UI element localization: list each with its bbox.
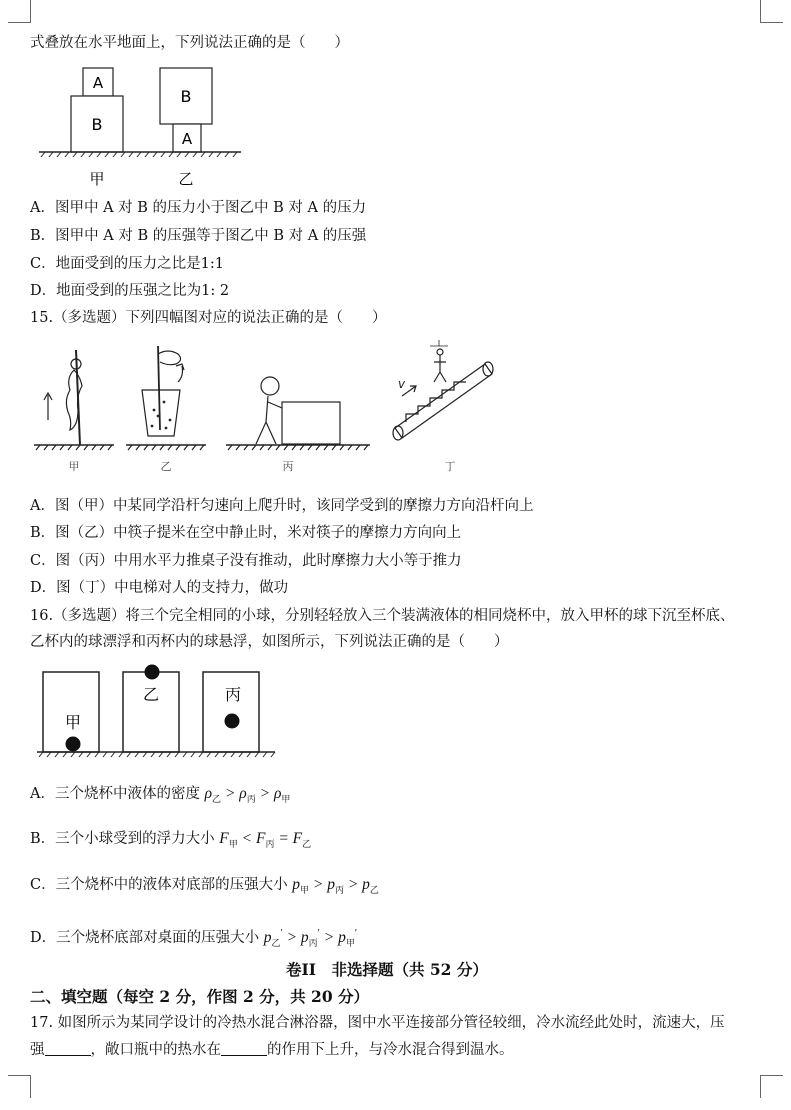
q14-option-c: C．地面受到的压力之比是1:1 xyxy=(30,256,224,272)
q16-b-formula: $F_甲 < F_丙 = F_乙$ xyxy=(219,830,312,850)
q14-block-a-top: A xyxy=(92,74,104,92)
fill-blank-section-heading: 二、填空题（每空 2 分，作图 2 分，共 20 分） xyxy=(30,987,370,1006)
q15-fig-ding xyxy=(393,340,493,440)
q14-option-b: B．图甲中 A 对 B 的压强等于图乙中 B 对 A 的压强 xyxy=(30,228,367,244)
q15-label-bing: 丙 xyxy=(282,460,294,473)
q16-beaker-yi xyxy=(123,672,179,752)
q14-fig-jia xyxy=(71,68,123,152)
q14-block-a-bottom: A xyxy=(181,130,193,148)
q16-option-b: B．三个小球受到的浮力大小 $F_甲 < F_丙 = F_乙$ xyxy=(30,830,312,850)
q15-option-a: A．图（甲）中某同学沿杆匀速向上爬升时，该同学受到的摩擦力方向沿杆向上 xyxy=(30,498,534,514)
q15-fig-yi xyxy=(126,346,206,450)
q16-label-yi: 乙 xyxy=(142,685,160,704)
q15-fig-bing xyxy=(226,377,370,450)
q16-option-a: A．三个烧杯中液体的密度 $\rho_乙 > \rho_丙 > \rho_甲$ xyxy=(30,785,291,805)
q15-label-yi: 乙 xyxy=(160,460,172,473)
q15-option-d: D．图（丁）中电梯对人的支持力，做功 xyxy=(30,580,289,596)
q15-label-jia: 甲 xyxy=(68,460,80,473)
q14-label-yi: 乙 xyxy=(178,170,194,188)
q16-c-formula: $p_甲 > p_丙 > p_乙$ xyxy=(292,876,379,896)
q16-table xyxy=(37,752,275,757)
q16-option-d: D．三个烧杯底部对桌面的压强大小 $p_乙' > p_丙' > p_甲'$ xyxy=(30,928,358,949)
q16-ball-bing xyxy=(225,714,240,729)
q17-line1: 17. 如图所示为某同学设计的冷热水混合淋浴器，图中水平连接部分管径较细，冷水流经此处时，流速大，压 xyxy=(30,1015,725,1031)
q16-label-jia: 甲 xyxy=(64,713,82,732)
q16-stem-line2: 乙杯内的球漂浮和丙杯内的球悬浮，如图所示，下列说法正确的是（ ） xyxy=(30,634,509,650)
q17-blank-2[interactable] xyxy=(221,1041,267,1056)
q15-figure xyxy=(30,340,510,480)
q14-block-b-top: B xyxy=(180,87,192,106)
crop-mark-top-left xyxy=(8,0,31,23)
q16-a-formula: $\rho_乙 > \rho_丙 > \rho_甲$ xyxy=(204,785,291,805)
crop-mark-bottom-left xyxy=(8,1075,31,1098)
q14-option-d: D．地面受到的压强之比为1: 2 xyxy=(30,283,230,299)
q15-option-b: B．图（乙）中筷子提米在空中静止时，米对筷子的摩擦力方向向上 xyxy=(30,525,462,541)
q17-line2: 强 ，敞口瓶中的热水在 的作用下上升，与冷水混合得到温水。 xyxy=(30,1042,514,1058)
q15-label-ding: 丁 xyxy=(444,460,456,473)
q14-label-jia: 甲 xyxy=(89,170,105,188)
volume-heading: 卷II 非选择题（共 52 分） xyxy=(286,960,488,979)
q15-stem: 15.（多选题）下列四幅图对应的说法正确的是（ ） xyxy=(30,310,387,326)
q16-label-bing: 丙 xyxy=(224,685,242,704)
q16-figure xyxy=(35,660,285,765)
q16-stem-line1: 16.（多选题）将三个完全相同的小球，分别轻轻放入三个装满液体的相同烧杯中，放入甲杯的球下沉至杯底、 xyxy=(30,608,735,624)
q16-d-formula: $p_乙' > p_丙' > p_甲'$ xyxy=(263,928,358,949)
crop-mark-bottom-right xyxy=(760,1075,783,1098)
q16-ball-jia xyxy=(66,737,81,752)
q14-fig-yi xyxy=(160,68,212,152)
q16-ball-yi xyxy=(145,665,160,680)
q14-ground xyxy=(39,152,241,157)
q15-option-c: C．图（丙）中用水平力推桌子没有推动，此时摩擦力大小等于推力 xyxy=(30,553,462,569)
q14-figure xyxy=(35,60,255,190)
q15-velocity-label: v xyxy=(398,377,406,391)
q17-blank-1[interactable] xyxy=(45,1041,91,1056)
q14-block-b-bottom: B xyxy=(91,115,103,134)
q15-fig-jia xyxy=(34,350,114,450)
q16-beaker-bing xyxy=(203,672,259,752)
q16-option-c: C．三个烧杯中的液体对底部的压强大小 $p_甲 > p_丙 > p_乙$ xyxy=(30,876,379,896)
q14-option-a: A．图甲中 A 对 B 的压力小于图乙中 B 对 A 的压力 xyxy=(30,200,367,216)
crop-mark-top-right xyxy=(760,0,783,23)
q14-stem: 式叠放在水平地面上，下列说法正确的是（ ） xyxy=(30,35,349,51)
